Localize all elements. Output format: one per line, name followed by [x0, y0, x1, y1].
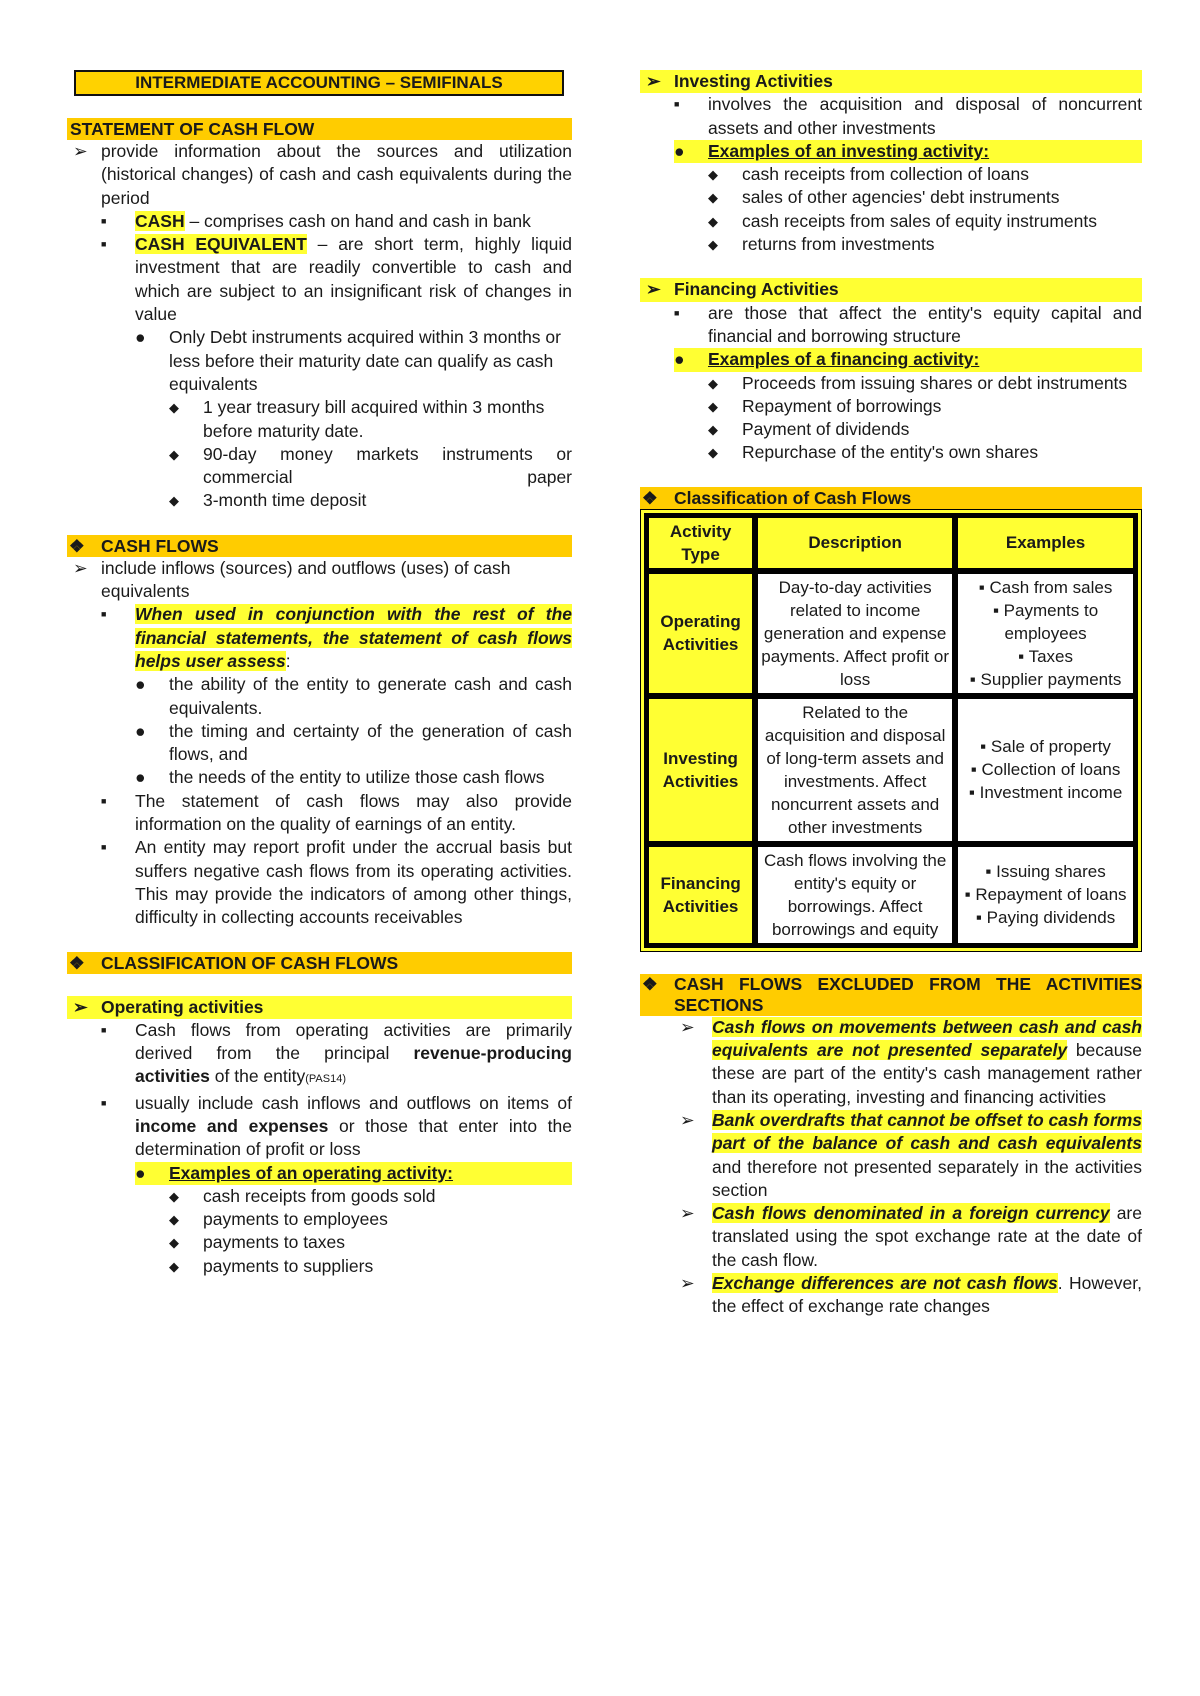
list-item: ■ Cash flows from operating activities are primarily derived from the principal revenue-producing activities of the entity(PAS14)	[101, 1019, 572, 1092]
dot-bullet-icon: ●	[135, 720, 146, 741]
left-column	[67, 70, 572, 1278]
dot-bullet-icon: ●	[135, 327, 146, 348]
dot-bullet-icon: ●	[674, 349, 685, 370]
list-item: ◆ cash receipts from sales of equity instruments	[708, 210, 1142, 233]
subheading-financing-activities: ➢ Financing Activities	[640, 278, 1142, 301]
subheading-operating-examples: ● Examples of an operating activity:	[135, 1162, 572, 1185]
square-bullet-icon: ■	[101, 609, 107, 620]
diamond-bullet-icon: ◆	[708, 422, 718, 438]
diamond-bullet-icon: ◆	[708, 167, 718, 183]
list-item: ■ When used in conjunction with the rest of the financial statements, the statement of cash flows helps user assess:	[101, 603, 572, 673]
example-item: ▪ Taxes	[1018, 646, 1073, 666]
example-item: ▪ Paying dividends	[975, 908, 1116, 928]
dot-bullet-icon: ●	[135, 1162, 146, 1183]
list-item: ■ CASH – comprises cash on hand and cash in bank	[101, 210, 572, 233]
list-item: ■ usually include cash inflows and outflows on items of income and expenses or those that enter into the determination of profit or loss	[101, 1092, 572, 1162]
diamond-bullet-icon: ◆	[169, 1258, 179, 1274]
arrow-bullet-icon: ➢	[73, 996, 88, 1017]
list-item: ➢ Cash flows denominated in a foreign currency are translated using the spot exchange rate at the date of the cash flow.	[640, 1202, 1142, 1272]
arrow-bullet-icon: ➢	[73, 141, 88, 161]
diamond-bullet-icon: ◆	[708, 213, 718, 229]
square-bullet-icon: ■	[101, 1024, 107, 1035]
activity-type-cell: Financing Activities	[648, 846, 753, 944]
classification-table	[640, 509, 1142, 952]
list-item: ● the ability of the entity to generate cash and cash equivalents.	[135, 673, 572, 720]
examples-cell	[957, 698, 1134, 842]
list-item: ■ involves the acquisition and disposal of noncurrent assets and other investments	[674, 93, 1142, 140]
list-item: ◆ Repurchase of the entity's own shares	[708, 441, 1142, 464]
diamond-bullet-icon: ◆	[169, 1188, 179, 1204]
square-bullet-icon: ■	[101, 795, 107, 806]
arrow-bullet-icon: ➢	[680, 1203, 695, 1224]
diamond-bullet-icon: ◆	[169, 400, 179, 416]
right-column	[640, 70, 1142, 1319]
list-item: ◆ Payment of dividends	[708, 418, 1142, 441]
dot-bullet-icon: ●	[135, 674, 146, 695]
square-bullet-icon: ■	[101, 215, 107, 226]
square-bullet-icon: ■	[674, 99, 680, 110]
diamond-bullet-icon: ◆	[708, 375, 718, 391]
diamond-bullet-icon: ◆	[169, 446, 179, 462]
list-item: ➢ Exchange differences are not cash flows. However, the effect of exchange rate changes	[640, 1272, 1142, 1319]
diamond-bullet-icon: ◆	[708, 190, 718, 206]
arrow-bullet-icon: ➢	[646, 279, 661, 300]
diamond-cluster-icon: ❖	[642, 973, 658, 994]
list-item: ◆ payments to taxes	[169, 1231, 572, 1254]
arrow-bullet-icon: ➢	[680, 1273, 695, 1294]
example-item: ▪ Collection of loans	[970, 760, 1121, 780]
list-item: ◆ cash receipts from goods sold	[169, 1185, 572, 1208]
section-heading-classification: ❖ CLASSIFICATION OF CASH FLOWS	[67, 952, 572, 974]
list-item: ■ CASH EQUIVALENT – are short term, highly liquid investment that are readily convertible to cash and which are subject to an insignificant risk of changes in value	[101, 233, 572, 326]
table-row	[648, 573, 1134, 694]
table-row	[648, 698, 1134, 842]
list-item: ● the needs of the entity to utilize those cash flows	[135, 766, 572, 789]
square-bullet-icon: ■	[101, 239, 107, 250]
square-bullet-icon: ■	[101, 1097, 107, 1108]
diamond-bullet-icon: ◆	[708, 398, 718, 414]
table-header-row	[648, 517, 1134, 569]
list-item: ◆ Proceeds from issuing shares or debt instruments	[708, 372, 1142, 395]
diamond-cluster-icon: ❖	[642, 487, 658, 508]
list-item: ◆ 90-day money markets instruments or commercial paper	[169, 443, 572, 490]
section-heading-excluded: ❖ CASH FLOWS EXCLUDED FROM THE ACTIVITIES SECTIONS	[642, 973, 1142, 1015]
arrow-bullet-icon: ➢	[73, 557, 88, 578]
example-item: ▪ Payments to employees	[992, 600, 1099, 643]
example-item: ▪ Issuing shares	[985, 862, 1106, 882]
subheading-operating-activities: ➢ Operating activities	[67, 996, 572, 1019]
section-heading-statement-of-cash-flow: STATEMENT OF CASH FLOW	[67, 118, 572, 140]
list-item: ● Only Debt instruments acquired within 3 months or less before their maturity date can qualify as cash equivalents	[135, 326, 572, 396]
list-item: ◆ returns from investments	[708, 233, 1142, 256]
column-header: Examples	[957, 517, 1134, 569]
square-bullet-icon: ■	[674, 307, 680, 318]
list-item: ◆ payments to suppliers	[169, 1255, 572, 1278]
diamond-bullet-icon: ◆	[169, 1212, 179, 1228]
example-item: ▪ Cash from sales	[978, 577, 1113, 597]
examples-cell	[957, 846, 1134, 944]
diamond-cluster-icon: ❖	[69, 535, 85, 556]
list-item: ➢ include inflows (sources) and outflows (uses) of cash equivalents	[67, 557, 572, 604]
list-item: ◆ sales of other agencies' debt instruments	[708, 186, 1142, 209]
description-cell: Related to the acquisition and disposal of long-term assets and investments. Affect noncurrent assets and other investments	[757, 698, 953, 842]
dot-bullet-icon: ●	[674, 140, 685, 161]
arrow-bullet-icon: ➢	[680, 1109, 695, 1130]
term-cash: CASH	[135, 210, 185, 231]
diamond-bullet-icon: ◆	[708, 237, 718, 253]
arrow-bullet-icon: ➢	[680, 1016, 695, 1037]
square-bullet-icon: ■	[101, 842, 107, 853]
activity-type-cell: Operating Activities	[648, 573, 753, 694]
list-item: ■ The statement of cash flows may also provide information on the quality of earnings of an entity.	[101, 790, 572, 837]
term-cash-equivalent: CASH EQUIVALENT	[135, 234, 307, 255]
document-title: INTERMEDIATE ACCOUNTING – SEMIFINALS	[74, 70, 564, 96]
list-item: ➢ Cash flows on movements between cash and cash equivalents are not presented separately because these are part of the entity's cash management rather than its operating, investing and financing activities	[640, 1016, 1142, 1109]
diamond-bullet-icon: ◆	[708, 445, 718, 461]
subheading-financing-examples: ● Examples of a financing activity:	[674, 348, 1142, 371]
subheading-investing-activities: ➢ Investing Activities	[640, 70, 1142, 93]
diamond-bullet-icon: ◆	[169, 493, 179, 509]
column-header: Description	[757, 517, 953, 569]
description-cell: Day-to-day activities related to income generation and expense payments. Affect profit or loss	[757, 573, 953, 694]
arrow-bullet-icon: ➢	[646, 71, 661, 91]
description-cell: Cash flows involving the entity's equity or borrowings. Affect borrowings and equity	[757, 846, 953, 944]
example-item: ▪ Repayment of loans	[964, 885, 1127, 905]
list-item: ◆ payments to employees	[169, 1208, 572, 1231]
dot-bullet-icon: ●	[135, 767, 146, 788]
classification-table-grid	[644, 513, 1138, 948]
table-heading: ❖ Classification of Cash Flows	[640, 487, 1142, 509]
diamond-bullet-icon: ◆	[169, 1235, 179, 1251]
column-header: Activity Type	[648, 517, 753, 569]
example-item: ▪ Sale of property	[980, 737, 1111, 757]
list-item: ➢ provide information about the sources and utilization (historical changes) of cash and cash equivalents during the period	[67, 140, 572, 210]
list-item: ◆ 1 year treasury bill acquired within 3 months before maturity date.	[169, 396, 572, 443]
list-item: ◆ cash receipts from collection of loans	[708, 163, 1142, 186]
diamond-cluster-icon: ❖	[69, 952, 85, 973]
example-item: ▪ Investment income	[968, 783, 1123, 803]
list-item: ➢ Bank overdrafts that cannot be offset to cash forms part of the balance of cash and cash equivalents and therefore not presented separately in the activities section	[640, 1109, 1142, 1202]
list-item: ● the timing and certainty of the generation of cash flows, and	[135, 720, 572, 767]
subheading-investing-examples: ● Examples of an investing activity:	[674, 140, 1142, 163]
activity-type-cell: Investing Activities	[648, 698, 753, 842]
examples-cell	[957, 573, 1134, 694]
example-item: ▪ Supplier payments	[969, 669, 1122, 689]
list-item: ◆ 3-month time deposit	[169, 489, 572, 512]
list-item: ◆ Repayment of borrowings	[708, 395, 1142, 418]
list-item: ■ are those that affect the entity's equity capital and financial and borrowing structure	[674, 302, 1142, 349]
list-item: ■ An entity may report profit under the accrual basis but suffers negative cash flows from its operating activities. This may provide the indicators of among other things, difficulty in collecting accounts receivables	[101, 836, 572, 929]
section-heading-cash-flows: ❖ CASH FLOWS	[67, 535, 572, 557]
table-row	[648, 846, 1134, 944]
